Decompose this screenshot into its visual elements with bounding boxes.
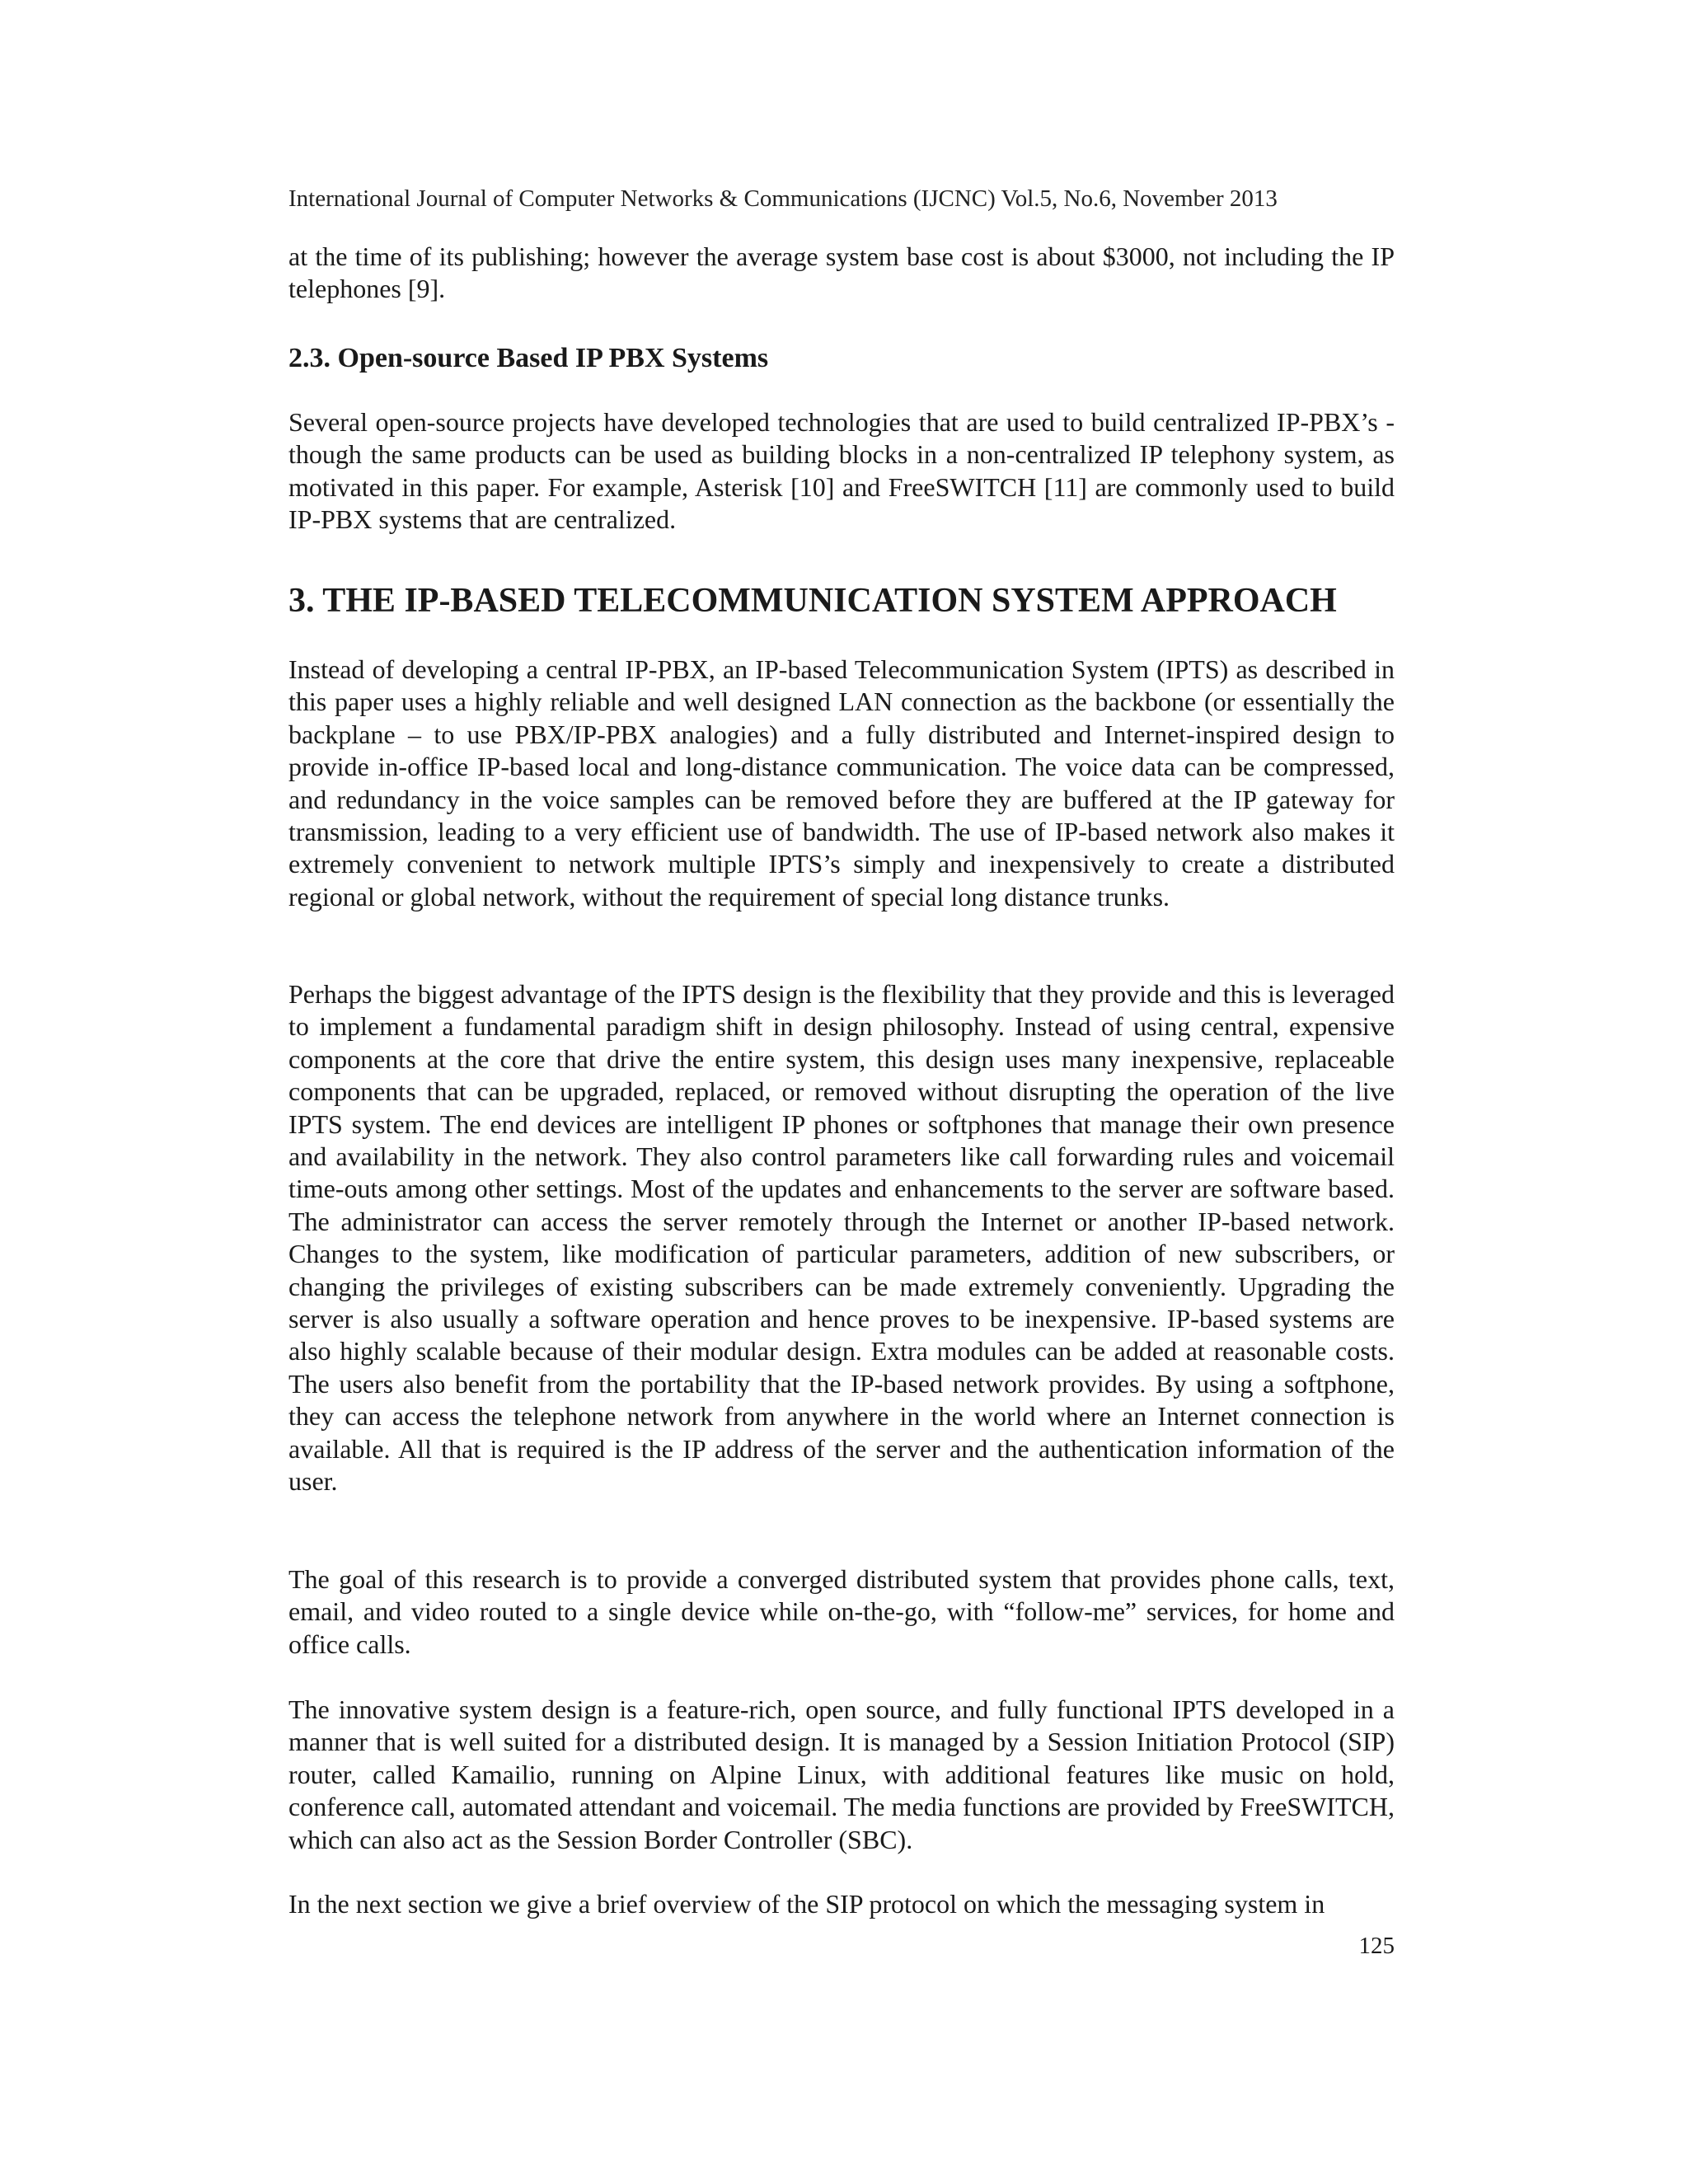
intro-fragment-paragraph: at the time of its publishing; however the average system base cost is about $3000, not including the IP telephones [9].	[288, 241, 1395, 304]
page-number: 125	[1358, 1933, 1395, 1959]
journal-header: International Journal of Computer Networks & Communications (IJCNC) Vol.5, No.6, November 2013	[288, 185, 1278, 212]
section-3-heading: 3. THE IP-BASED TELECOMMUNICATION SYSTEM APPROACH	[288, 582, 1337, 620]
section-3-paragraph-3: The goal of this research is to provide a converged distributed system that provides phone calls, text, email, and video routed to a single device while on-the-go, with “follow-me” services, for home and office calls.	[288, 1564, 1395, 1659]
section-3-paragraph-2: Perhaps the biggest advantage of the IPTS design is the flexibility that they provide and this is leveraged to implement a fundamental paradigm shift in design philosophy. Instead of using central, expensive components at the core that drive the entire system, this design uses many inexpensive, replaceable components that can be upgraded, replaced, or removed without disrupting the operation of the live IPTS system. The end devices are intelligent IP phones or softphones that manage their own presence and availability in the network. They also control parameters like call forwarding rules and voicemail time-outs among other settings. Most of the updates and enhancements to the server are software based. The administrator can access the server remotely through the Internet or another IP-based network. Changes to the system, like modification of particular parameters, addition of new subscribers, or changing the privileges of existing subscribers can be made extremely conveniently. Upgrading the server is also usually a software operation and hence proves to be inexpensive. IP-based systems are also highly scalable because of their modular design. Extra modules can be added at reasonable costs. The users also benefit from the portability that the IP-based network provides. By using a softphone, they can access the telephone network from anywhere in the world where an Internet connection is available. All that is required is the IP address of the server and the authentication information of the user.	[288, 979, 1395, 1497]
section-2-3-heading: 2.3. Open-source Based IP PBX Systems	[288, 343, 769, 373]
section-3-paragraph-4: The innovative system design is a feature-rich, open source, and fully functional IPTS developed in a manner that is well suited for a distributed design. It is managed by a Session Initiation Protocol (SIP) router, called Kamailio, running on Alpine Linux, with additional features like music on hold, conference call, automated attendant and voicemail. The media functions are provided by FreeSWITCH, which can also act as the Session Border Controller (SBC).	[288, 1694, 1395, 1854]
section-2-3-paragraph: Several open-source projects have developed technologies that are used to build centralized IP-PBX’s - though the same products can be used as building blocks in a non-centralized IP telephony system, as motivated in this paper. For example, Asterisk [10] and FreeSWITCH [11] are commonly used to build IP-PBX systems that are centralized.	[288, 407, 1395, 535]
section-3-paragraph-5: In the next section we give a brief overview of the SIP protocol on which the messaging system in	[288, 1889, 1325, 1919]
section-3-paragraph-1: Instead of developing a central IP-PBX, an IP-based Telecommunication System (IPTS) as described in this paper uses a highly reliable and well designed LAN connection as the backbone (or essentially the backplane – to use PBX/IP-PBX analogies) and a fully distributed and Internet-inspired design to provide in-office IP-based local and long-distance communication. The voice data can be compressed, and redundancy in the voice samples can be removed before they are buffered at the IP gateway for transmission, leading to a very efficient use of bandwidth. The use of IP-based network also makes it extremely convenient to network multiple IPTS’s simply and inexpensively to create a distributed regional or global network, without the requirement of special long distance trunks.	[288, 654, 1395, 912]
